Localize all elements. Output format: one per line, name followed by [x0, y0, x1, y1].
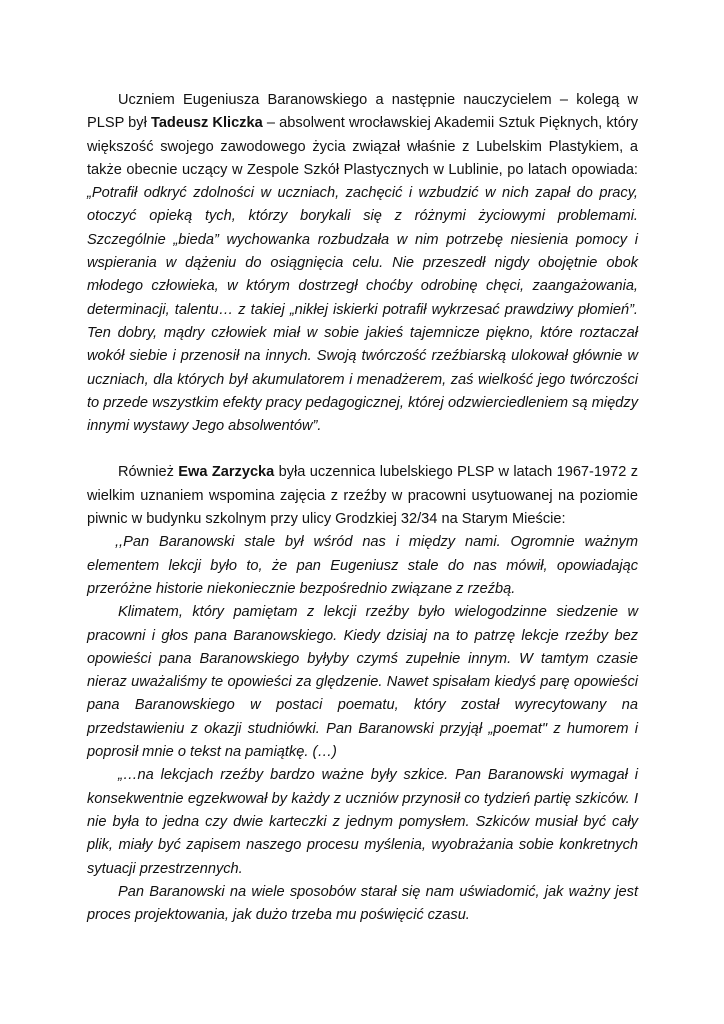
quote-paragraph-1	[87, 531, 638, 601]
quote-paragraph-3	[87, 764, 638, 880]
paragraph-text: była uczennica lubelskiego PLSP w latach 1967-1972 z wielkim uznaniem wspomina zajęcia z rzeźby w pracowni usytuowanej na poziomie piwnic w budynku szkolnym przy ulicy Grodzkiej 32/34 na Starym Mieście:	[87, 464, 638, 528]
person-name: Ewa Zarzycka	[178, 464, 275, 481]
paragraph-intro: Również	[118, 464, 179, 481]
quote-paragraph-2	[87, 601, 638, 764]
quotation: Klimatem, który pamiętam z lekcji rzeźby było wielogodzinne siedzenie w pracowni i głos pana Baranowskiego. Kiedy dzisiaj na to patrzę lekcje rzeźby bez opowieści pana Baranowskiego byłyby czymś zupełnie innym. W tamtym czasie nieraz uważaliśmy te opowieści za ględzenie. Nawet spisałam kiedyś parę opowieści pana Baranowskiego w postaci poematu, który został wyrecytowany na przedstawieniu z okazji studniówki. Pan Baranowski przyjął „poemat" z humorem i poprosił mnie o tekst na pamiątkę. (…)	[87, 604, 638, 761]
paragraph-zarzycka	[87, 461, 638, 531]
quote-paragraph-4	[87, 881, 638, 928]
paragraph-intro: Uczniem Eugeniusza Baranowskiego a następnie nauczycielem – kolegą w PLSP był	[87, 92, 638, 132]
paragraph-text: – absolwent wrocławskiej Akademii Sztuk Pięknych, który większość swojego zawodowego życia związał właśnie z Lubelskim Plastykiem, a także obecnie uczący w Zespole Szkół Plastycznych w Lublinie, po latach opowiada:	[87, 115, 638, 178]
quotation: „…na lekcjach rzeźby bardzo ważne były szkice. Pan Baranowski wymagał i konsekwentnie egzekwował by każdy z uczniów przynosił co tydzień partię szkiców. I nie była to jedna czy dwie karteczki z jednym pomysłem. Szkiców musiał być cały plik, miały być zapisem naszego procesu myślenia, wyobrażania sobie konkretnych sytuacji przestrzennych.	[87, 767, 638, 877]
quotation: „Potrafił odkryć zdolności w uczniach, zachęcić i wzbudzić w nich zapał do pracy, otoczyć opieką tych, którzy borykali się z różnymi życiowymi problemami. Szczególnie „bieda” wychowanka rozbudzała w nim potrzebę niesienia pomocy i wspierania w dążeniu do osiągnięcia celu. Nie przeszedł nigdy obojętnie obok młodego człowieka, w którym dostrzegł choćby odrobinę chęci, zaangażowania, determinacji, talentu… z takiej „nikłej iskierki potrafił wykrzesać prawdziwy płomień”. Ten dobry, mądry człowiek miał w sobie jakieś tajemnicze piękno, które roztaczał wokół siebie i przenosił na innych. Swoją twórczość rzeźbiarską ulokował głównie w uczniach, dla których był akumulatorem i menadżerem, zaś wielkość jego twórczości to przede wszystkim efekty pracy pedagogicznej, której odzwierciedleniem są między innymi wystawy Jego absolwentów”.	[87, 185, 638, 435]
paragraph-kliczka	[87, 89, 638, 438]
quotation: ,,Pan Baranowski stale był wśród nas i między nami. Ogromnie ważnym elementem lekcji było to, że pan Eugeniusz stale do nas mówił, opowiadając przeróżne historie niekoniecznie bezpośrednio związane z rzeźbą.	[87, 534, 638, 597]
person-name: Tadeusz Kliczka	[150, 115, 263, 132]
quotation: Pan Baranowski na wiele sposobów starał się nam uświadomić, jak ważny jest proces projektowania, jak dużo trzeba mu poświęcić czasu.	[87, 883, 638, 924]
